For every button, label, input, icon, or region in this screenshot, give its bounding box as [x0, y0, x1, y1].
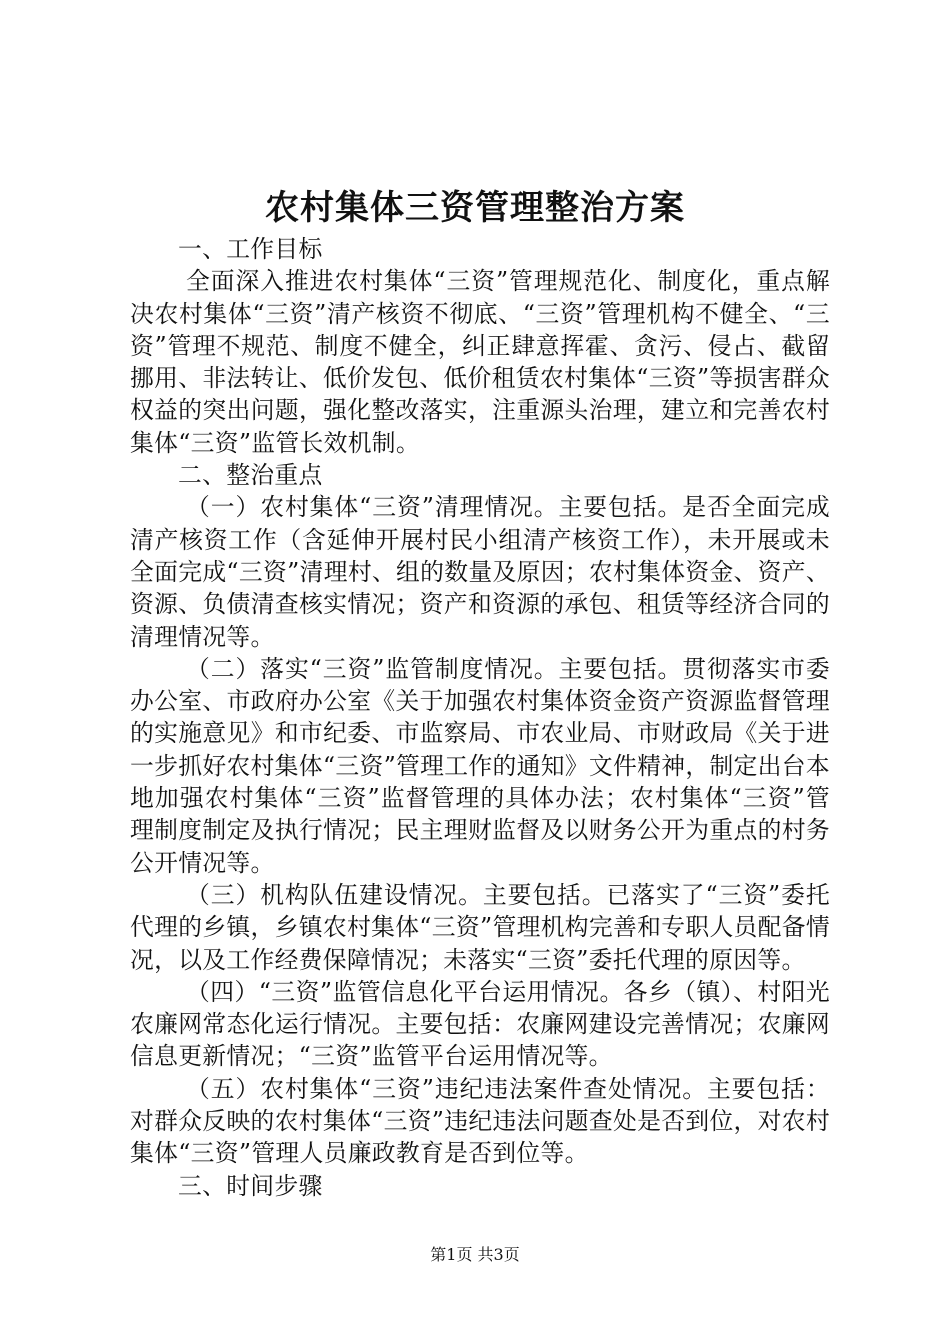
paragraph-focus-2: （二）落实“三资”监管制度情况。主要包括。贯彻落实市委办公室、市政府办公室《关于加强农村集体资金资产资源监督管理的实施意见》和市纪委、市监察局、市农业局、市财政局《关于进一步抓好农村集体“三资”管理工作的通知》文件精神，制定出台本地加强农村集体“三资”监督管理的具体办法；农村集体“三资”管理制度制定及执行情况；民主理财监督及以财务公开为重点的村务公开情况等。: [130, 654, 830, 877]
paragraph-focus-1: （一）农村集体“三资”清理情况。主要包括。是否全面完成清产核资工作（含延伸开展村民小组清产核资工作），未开展或未全面完成“三资”清理村、组的数量及原因；农村集体资金、资产、资源、负债清查核实情况；资产和资源的承包、租赁等经济合同的清理情况等。: [130, 493, 830, 651]
paragraph-focus-5: （五）农村集体“三资”违纪违法案件查处情况。主要包括：对群众反映的农村集体“三资”违纪违法问题查处是否到位，对农村集体“三资”管理人员廉政教育是否到位等。: [130, 1074, 830, 1168]
paragraph-goals: 全面深入推进农村集体“三资”管理规范化、制度化，重点解决农村集体“三资”清产核资不彻底、“三资”管理机构不健全、“三资”管理不规范、制度不健全，纠正肆意挥霍、贪污、侵占、截留挪用、非法转让、低价发包、低价租赁农村集体“三资”等损害群众权益的突出问题，强化整改落实，注重源头治理，建立和完善农村集体“三资”监管长效机制。: [130, 267, 830, 457]
page-footer: 第1页 共3页: [430, 1245, 520, 1264]
document-title: 农村集体三资管理整治方案: [265, 188, 685, 228]
paragraph-focus-4: （四）“三资”监管信息化平台运用情况。各乡（镇）、村阳光农廉网常态化运行情况。主要包括：农廉网建设完善情况；农廉网信息更新情况；“三资”监管平台运用情况等。: [130, 977, 830, 1071]
paragraph-focus-3: （三）机构队伍建设情况。主要包括。已落实了“三资”委托代理的乡镇，乡镇农村集体“三资”管理机构完善和专职人员配备情况，以及工作经费保障情况；未落实“三资”委托代理的原因等。: [130, 880, 830, 974]
document-body: [130, 233, 830, 1202]
section-heading-focus: 二、整治重点: [178, 461, 323, 490]
section-heading-goals: 一、工作目标: [178, 235, 323, 263]
section-heading-schedule: 三、时间步骤: [178, 1171, 323, 1200]
